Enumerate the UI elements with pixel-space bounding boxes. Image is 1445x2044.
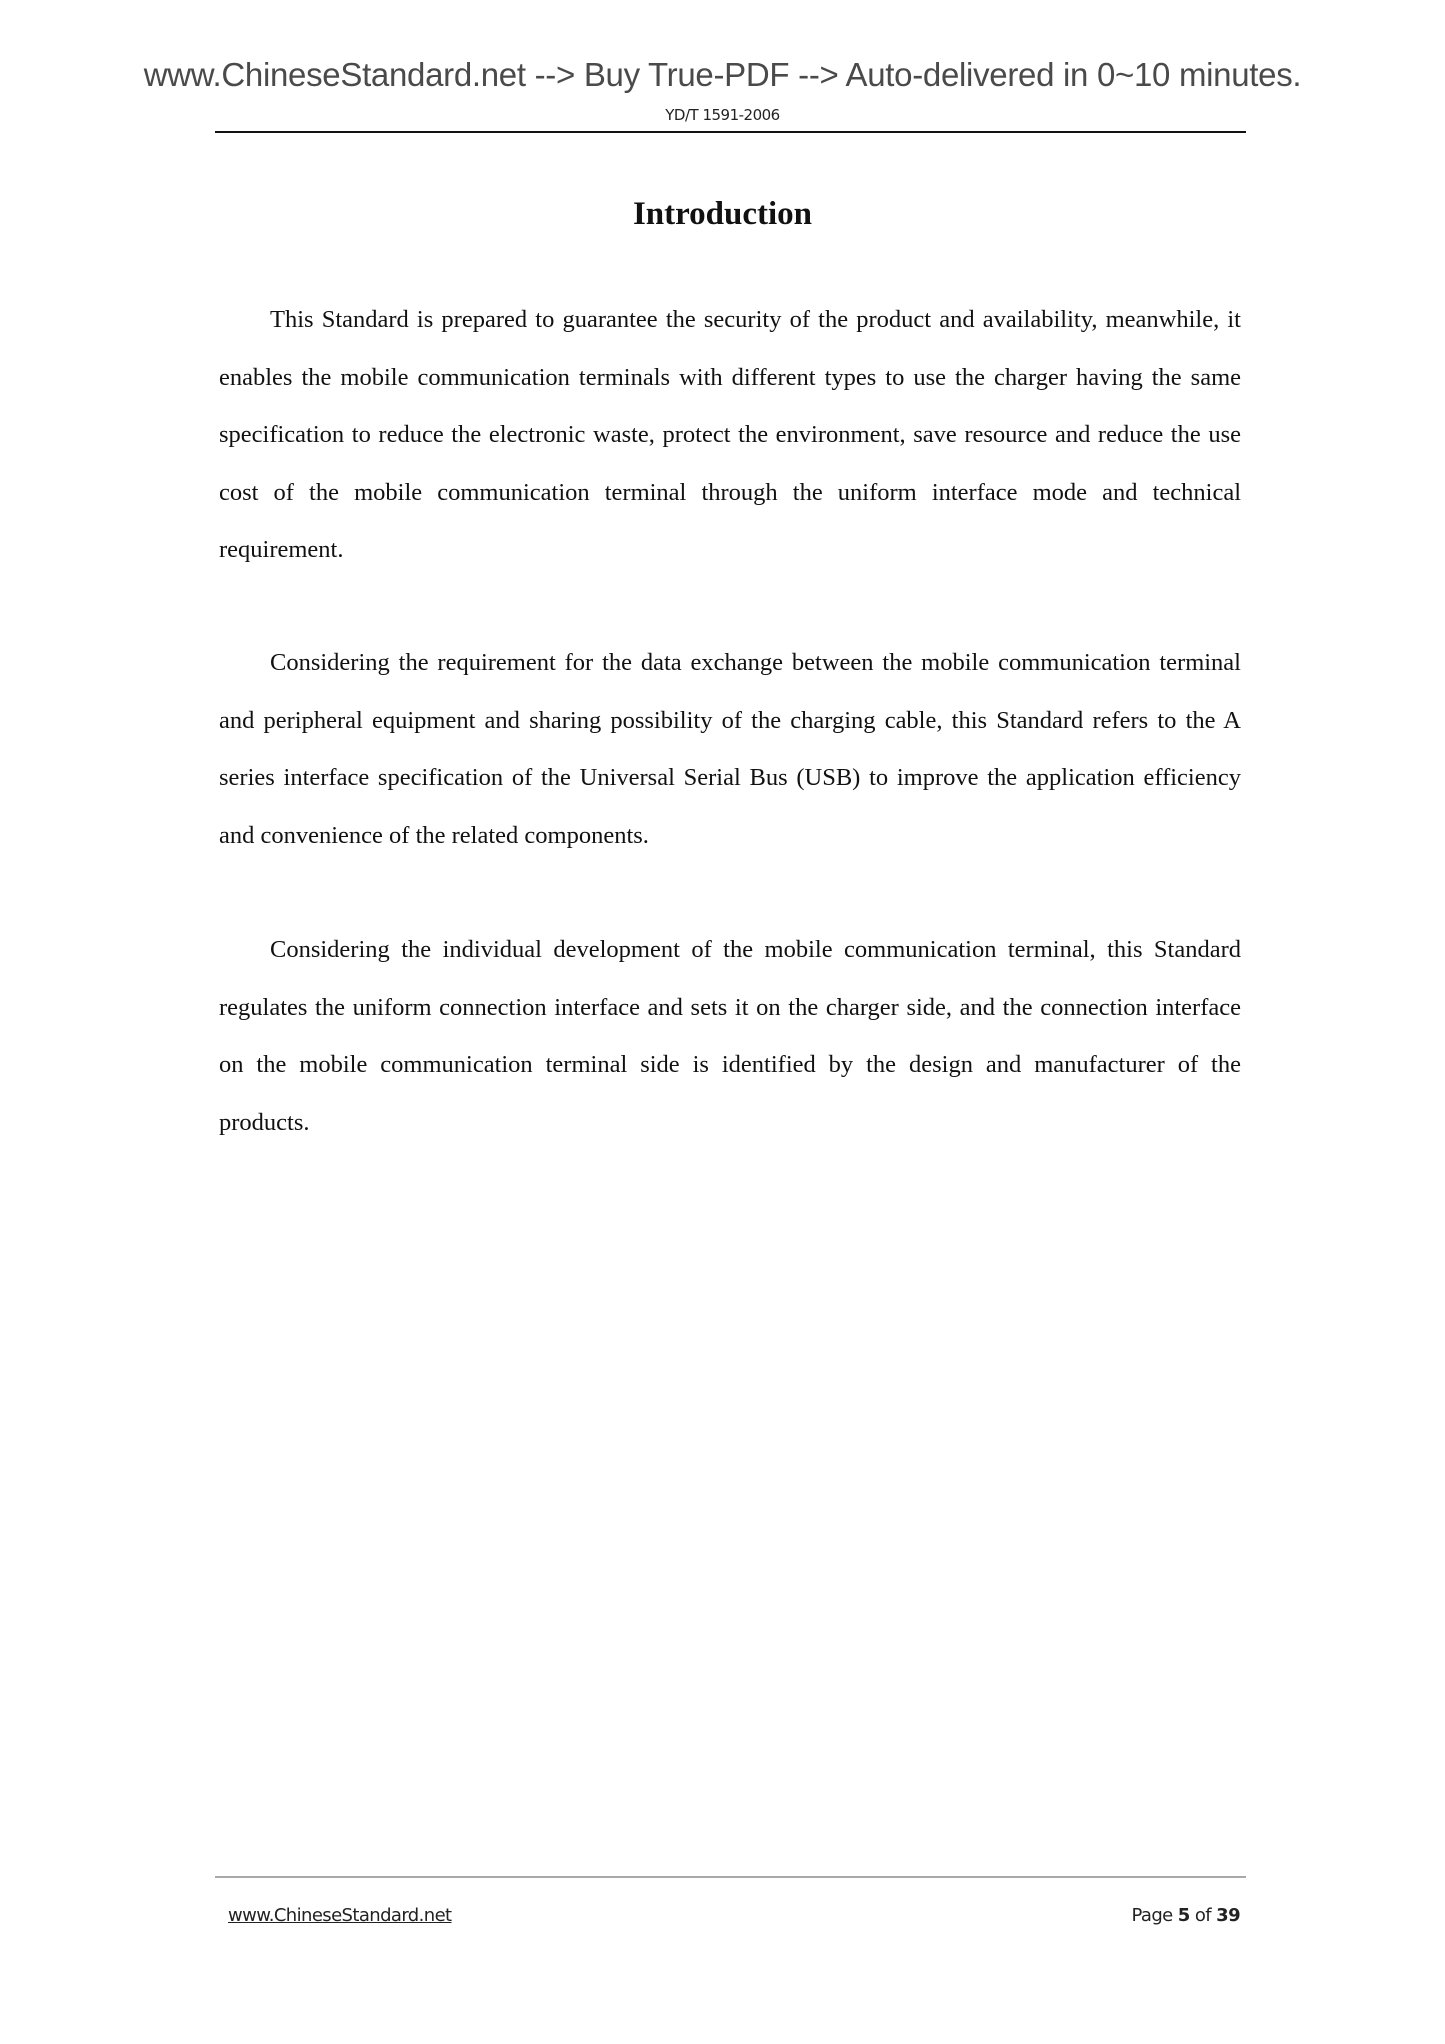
- page-title: Introduction: [632, 196, 813, 232]
- paragraph-purpose: This Standard is prepared to guarantee the security of the product and availability, meanwhile, it enables the mobile communication terminals with different types to use the charger having the same specification to reduce the electronic waste, protect the environment, save resource and reduce the use cost of the mobile communication terminal through the uniform interface mode and technical requirement.: [219, 306, 1241, 563]
- footer-divider: [215, 1876, 1246, 1878]
- purchase-banner: www.ChineseStandard.net --> Buy True-PDF --> Auto-delivered in 0~10 minutes.: [143, 56, 1302, 93]
- page-of-label: of: [1194, 1905, 1212, 1926]
- current-page-number: 5: [1177, 1905, 1190, 1926]
- page-indicator: [1131, 1905, 1240, 1926]
- page-label: Page: [1131, 1905, 1173, 1926]
- total-page-count: 39: [1216, 1905, 1240, 1926]
- footer-website-link[interactable]: www.ChineseStandard.net: [228, 1905, 452, 1926]
- header-divider: [215, 131, 1246, 133]
- paragraph-usb-reference: Considering the requirement for the data exchange between the mobile communication terminal and peripheral equipment and sharing possibility of the charging cable, this Standard refers to the A series interface specification of the Universal Serial Bus (USB) to improve the application efficiency and convenience of the related components.: [219, 649, 1241, 849]
- document-code-header: YD/T 1591-2006: [665, 106, 780, 124]
- paragraph-connection-interface: Considering the individual development of the mobile communication terminal, this Standard regulates the uniform connection interface and sets it on the charger side, and the connection interface on the mobile communication terminal side is identified by the design and manufacturer of the products.: [219, 936, 1241, 1136]
